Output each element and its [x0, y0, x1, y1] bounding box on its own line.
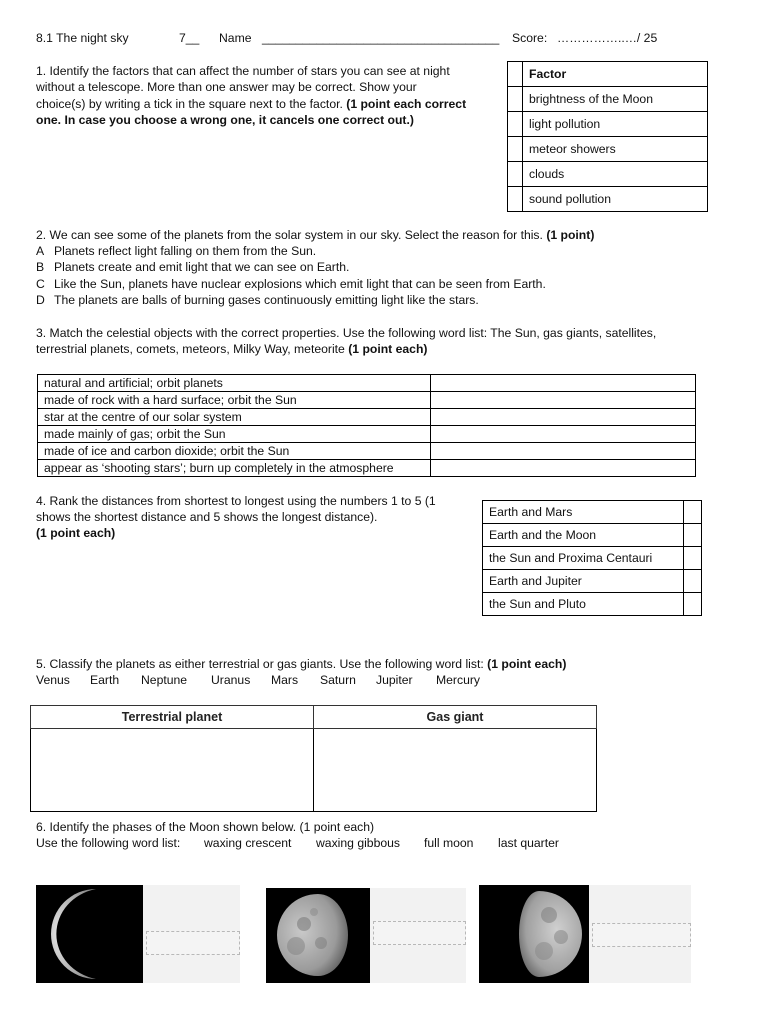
rank-cell[interactable]	[684, 524, 702, 547]
factor-label: meteor showers	[523, 137, 708, 162]
q1-text-line-2: without a telescope. More than one answer may be correct. Show your	[36, 80, 417, 94]
distance-pair: the Sun and Proxima Centauri	[483, 547, 684, 570]
q2-option-a[interactable]: A Planets reflect light falling on them from the Sun.	[36, 244, 317, 258]
gas-giant-column-header: Gas giant	[314, 706, 597, 729]
rank-row	[483, 501, 702, 524]
distance-pair: Earth and Mars	[483, 501, 684, 524]
moon-image-crescent	[36, 885, 143, 983]
factor-row	[508, 137, 708, 162]
answer-cell[interactable]	[431, 426, 696, 443]
word-list-label: Use the following word list:	[36, 836, 181, 850]
q1-points-b: one. In case you choose a wrong one, it cancels one correct out.)	[36, 113, 414, 127]
moon-image-quarter	[479, 885, 589, 983]
answer-cell[interactable]	[431, 460, 696, 477]
score-label: Score:	[512, 31, 548, 45]
property-label: made mainly of gas; orbit the Sun	[38, 426, 431, 443]
answer-cell[interactable]	[431, 443, 696, 460]
rank-row	[483, 593, 702, 616]
answer-cell[interactable]	[431, 375, 696, 392]
q4-text-line-2: shows the shortest distance and 5 shows the longest distance).	[36, 510, 378, 524]
q6-text-line-1: 6. Identify the phases of the Moon shown below. (1 point each)	[36, 820, 375, 834]
q1-text: choice(s) by writing a tick in the square next to the factor.	[36, 97, 343, 111]
match-row	[38, 460, 696, 477]
match-row	[38, 409, 696, 426]
moon-word-list	[36, 835, 596, 851]
classify-table	[30, 705, 597, 812]
q4-text-line-1: 4. Rank the distances from shortest to longest using the numbers 1 to 5 (1	[36, 494, 436, 508]
match-row	[38, 443, 696, 460]
moon-phase-word: last quarter	[498, 836, 559, 850]
q3-text-line-2: terrestrial planets, comets, meteors, Milky Way, meteorite (1 point each)	[36, 342, 428, 356]
factor-label: brightness of the Moon	[523, 87, 708, 112]
planet-word: Mars	[271, 673, 299, 687]
moon-card-2	[266, 888, 466, 983]
q2-option-b[interactable]: B Planets create and emit light that we can see on Earth.	[36, 260, 350, 274]
q1-text-line-1: 1. Identify the factors that can affect the number of stars you can see at night	[36, 64, 450, 78]
answer-cell[interactable]	[431, 409, 696, 426]
property-label: star at the centre of our solar system	[38, 409, 431, 426]
moon-answer-box-3[interactable]	[592, 923, 691, 947]
match-row	[38, 426, 696, 443]
classify-answer-row	[31, 729, 597, 812]
terrestrial-column-header: Terrestrial planet	[31, 706, 314, 729]
rank-cell[interactable]	[684, 570, 702, 593]
planet-word: Jupiter	[376, 673, 413, 687]
distance-pair: the Sun and Pluto	[483, 593, 684, 616]
planet-word-list	[36, 673, 556, 689]
factor-label: sound pollution	[523, 187, 708, 212]
planet-word: Mercury	[436, 673, 481, 687]
q5-points: (1 point each)	[487, 657, 567, 671]
rank-table	[482, 500, 702, 616]
factor-label: clouds	[523, 162, 708, 187]
factor-row	[508, 87, 708, 112]
distance-pair: Earth and the Moon	[483, 524, 684, 547]
property-label: natural and artificial; orbit planets	[38, 375, 431, 392]
moon-answer-box-1[interactable]	[146, 931, 240, 955]
moon-phase-word: waxing gibbous	[316, 836, 401, 850]
gas-giant-answer-box[interactable]	[314, 729, 597, 812]
tick-box[interactable]	[508, 112, 523, 137]
rank-cell[interactable]	[684, 547, 702, 570]
answer-cell[interactable]	[431, 392, 696, 409]
name-label: Name	[219, 31, 252, 45]
property-label: made of ice and carbon dioxide; orbit the Sun	[38, 443, 431, 460]
factor-label: light pollution	[523, 112, 708, 137]
planet-word: Neptune	[141, 673, 188, 687]
tick-box[interactable]	[508, 137, 523, 162]
tick-box[interactable]	[508, 162, 523, 187]
worksheet-header	[36, 31, 736, 47]
moon-card-1	[36, 885, 240, 983]
q2-option-c[interactable]: C Like the Sun, planets have nuclear explosions which emit light that can be seen from Earth.	[36, 277, 546, 291]
moon-card-3	[479, 885, 691, 983]
q1-points-a: (1 point each correct	[346, 97, 467, 111]
property-label: made of rock with a hard surface; orbit the Sun	[38, 392, 431, 409]
factor-row	[508, 112, 708, 137]
q1-text-line-4	[36, 112, 414, 128]
match-row	[38, 375, 696, 392]
match-table	[37, 374, 696, 477]
moon-phase-word: waxing crescent	[204, 836, 292, 850]
terrestrial-answer-box[interactable]	[31, 729, 314, 812]
factor-row	[508, 162, 708, 187]
worksheet-title: 8.1 The night sky	[36, 31, 129, 45]
planet-word: Uranus	[211, 673, 251, 687]
q2-option-d[interactable]: D The planets are balls of burning gases continuously emitting light like the stars.	[36, 293, 479, 307]
moon-phase-word: full moon	[424, 836, 474, 850]
property-label: appear as ‘shooting stars’; burn up completely in the atmosphere	[38, 460, 431, 477]
factor-table	[507, 61, 708, 212]
q2-text: 2. We can see some of the planets from the solar system in our sky. Select the reason for this. (1 point)	[36, 228, 595, 242]
q3-text-line-1: 3. Match the celestial objects with the correct properties. Use the following word list: The Sun, gas giants, satellites,	[36, 326, 657, 340]
planet-word: Saturn	[320, 673, 356, 687]
rank-cell[interactable]	[684, 501, 702, 524]
classify-header-row	[31, 706, 597, 729]
q2-points: (1 point)	[546, 228, 595, 242]
distance-pair: Earth and Jupiter	[483, 570, 684, 593]
name-field[interactable]: ___________________________________	[262, 31, 500, 45]
moon-image-gibbous	[266, 888, 370, 983]
match-row	[38, 392, 696, 409]
factor-header: Factor	[523, 62, 708, 87]
q1-text-line-3	[36, 96, 466, 112]
factor-row	[508, 187, 708, 212]
q3-points: (1 point each)	[348, 342, 428, 356]
moon-answer-box-2[interactable]	[373, 921, 466, 945]
q4-points: (1 point each)	[36, 526, 116, 540]
class-label: 7__	[179, 31, 200, 45]
score-value: ……………..…/ 25	[557, 31, 658, 45]
rank-row	[483, 524, 702, 547]
planet-word: Earth	[90, 673, 120, 687]
rank-cell[interactable]	[684, 593, 702, 616]
tick-box[interactable]	[508, 62, 523, 87]
tick-box[interactable]	[508, 187, 523, 212]
rank-row	[483, 547, 702, 570]
tick-box[interactable]	[508, 87, 523, 112]
factor-table-header-row	[508, 62, 708, 87]
planet-word: Venus	[36, 673, 70, 687]
rank-row	[483, 570, 702, 593]
q5-text: 5. Classify the planets as either terrestrial or gas giants. Use the following word list: (1 point each)	[36, 657, 567, 671]
